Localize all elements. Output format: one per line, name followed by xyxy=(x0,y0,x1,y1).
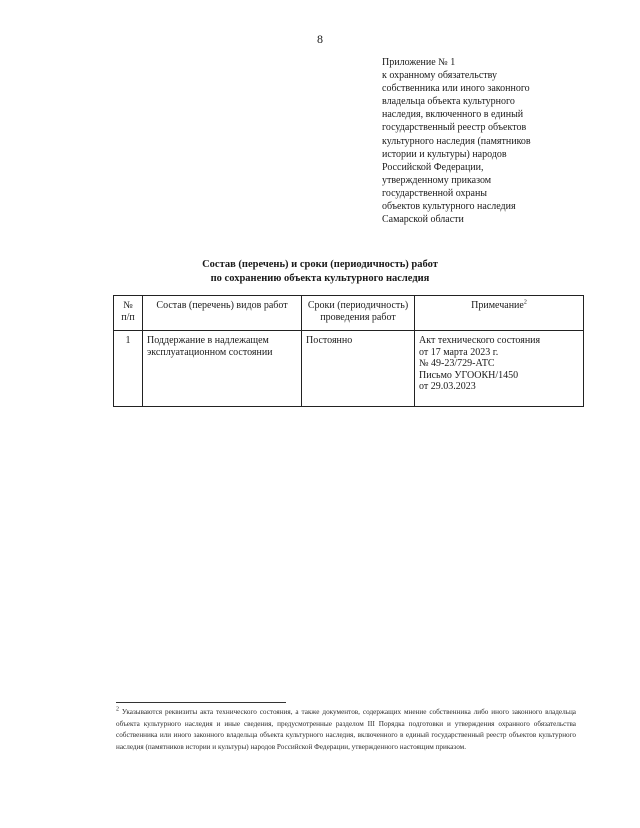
annex-line: культурного наследия (памятников xyxy=(382,135,531,147)
title-line-2: по сохранению объекта культурного наследия xyxy=(210,273,430,284)
note-line: от 17 марта 2023 г. xyxy=(419,346,499,358)
annex-line: к охранному обязательству xyxy=(382,70,498,82)
footnote xyxy=(116,707,576,753)
document-title xyxy=(100,258,540,286)
note-line: № 49-23/729-АТС xyxy=(419,358,495,370)
annex-line: утвержденному приказом xyxy=(382,174,492,186)
table-row xyxy=(114,331,584,407)
cell-note xyxy=(415,331,584,407)
annex-line: собственника или иного законного xyxy=(382,83,530,95)
annex-line: государственный реестр объектов xyxy=(382,122,527,134)
note-line: от 29.03.2023 xyxy=(419,381,476,393)
cell-work: Поддержание в надлежащем эксплуатационном состоянии xyxy=(143,331,302,407)
header-term xyxy=(302,296,415,331)
page-number: 8 xyxy=(317,32,323,46)
cell-term: Постоянно xyxy=(302,331,415,407)
header-note xyxy=(415,296,584,331)
annex-line: истории и культуры) народов xyxy=(382,148,507,160)
annex-line: объектов культурного наследия xyxy=(382,201,516,213)
cell-num: 1 xyxy=(114,331,143,407)
annex-line: государственной охраны xyxy=(382,187,488,199)
table-header-row xyxy=(114,296,584,331)
footnote-divider xyxy=(116,702,286,703)
annex-line: наследия, включенного в единый xyxy=(382,109,524,121)
footnote-mark: 2 xyxy=(523,299,527,306)
note-line: Акт технического состояния xyxy=(419,335,541,346)
annex-header xyxy=(382,56,612,226)
title-line-1: Состав (перечень) и сроки (периодичность) работ xyxy=(202,259,438,270)
works-table xyxy=(113,295,584,407)
header-num-line1: № xyxy=(123,300,133,311)
header-work: Состав (перечень) видов работ xyxy=(143,296,302,331)
header-term-line1: Сроки (периодичность) xyxy=(307,300,409,311)
note-line: Письмо УГООКН/1450 xyxy=(419,369,519,381)
annex-line: Российской Федерации, xyxy=(382,161,484,173)
annex-line: владельца объекта культурного xyxy=(382,96,515,108)
footnote-number: 2 xyxy=(116,706,119,713)
annex-line: Приложение № 1 xyxy=(382,57,456,68)
header-num-line2: п/п xyxy=(121,312,135,323)
annex-line: Самарской области xyxy=(382,214,464,226)
header-note-label: Примечание xyxy=(471,300,524,311)
header-term-line2: проведения работ xyxy=(320,312,396,323)
footnote-text: Указываются реквизиты акта технического состояния, а также документов, содержащих мнение собственника либо иного законного владельца объекта культурного наследия и иные сведения, предусмотренные разделом III Порядка подготовки и утверждения охранного обязательства собственника или иного законного владельца объекта культурного наследия, включенного в единый государственный реестр объектов культурного наследия (памятников истории и культуры) народов Российской Федерации, утвержденного настоящим приказом. xyxy=(116,708,577,751)
header-num xyxy=(114,296,143,331)
